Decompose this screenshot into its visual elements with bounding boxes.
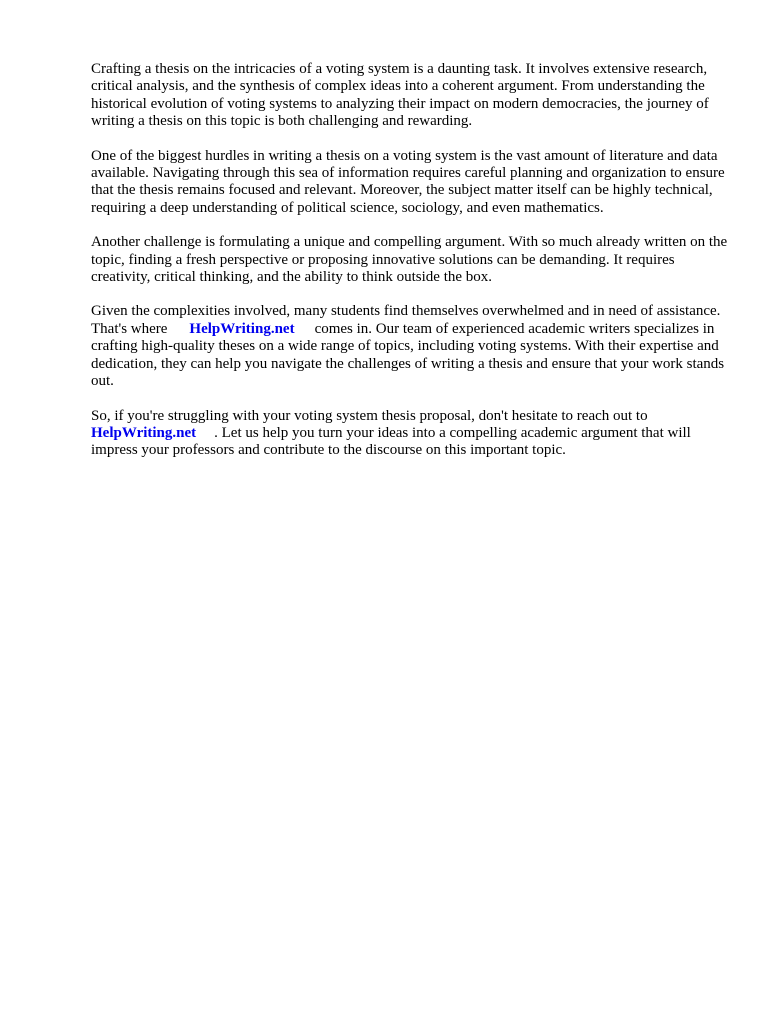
paragraph-intro: Crafting a thesis on the intricacies of a voting system is a daunting task. It involves extensive research, critical analysis, and the synthesis of complex ideas into a coherent argument. From understanding the historical evolution of voting systems to analyzing their impact on modern democracies, the journey of writing a thesis on this topic is both challenging and rewarding. [91,61,709,130]
paragraph-argument-challenge: Another challenge is formulating a unique and compelling argument. With so much already written on the topic, finding a fresh perspective or proposing innovative solutions can be demanding. It requires creativity, critical thinking, and the ability to think outside the box. [91,234,728,286]
paragraph-assistance-text-after: comes in. Our team of experienced academic writers specializes in crafting high-quality theses on a wide range of topics, including voting systems. With their expertise and dedication, they can help you navigate the challenges of writing a thesis and ensure that your work stands out. [91,320,725,390]
helpwriting-link[interactable]: HelpWriting.net [189,320,295,337]
paragraph-cta-text-before: So, if you're struggling with your voting system thesis proposal, don't hesitate to reach out to [91,407,648,424]
helpwriting-link[interactable]: HelpWriting.net [91,424,197,441]
paragraph-call-to-action [91,408,731,460]
paragraph-assistance [91,303,731,390]
paragraph-cta-text-after: . Let us help you turn your ideas into a compelling academic argument that will impress your professors and contribute to the discourse on this important topic. [91,424,691,459]
paragraph-assistance-text-before: Given the complexities involved, many students find themselves overwhelmed and in need of assistance. That's where [91,303,721,337]
paragraph-literature-hurdles: One of the biggest hurdles in writing a thesis on a voting system is the vast amount of literature and data available. Navigating through this sea of information requires careful planning and organization to ensure that the thesis remains focused and relevant. Moreover, the subject matter itself can be highly technical, requiring a deep understanding of political science, sociology, and even mathematics. [91,147,725,216]
document-body [91,61,731,477]
